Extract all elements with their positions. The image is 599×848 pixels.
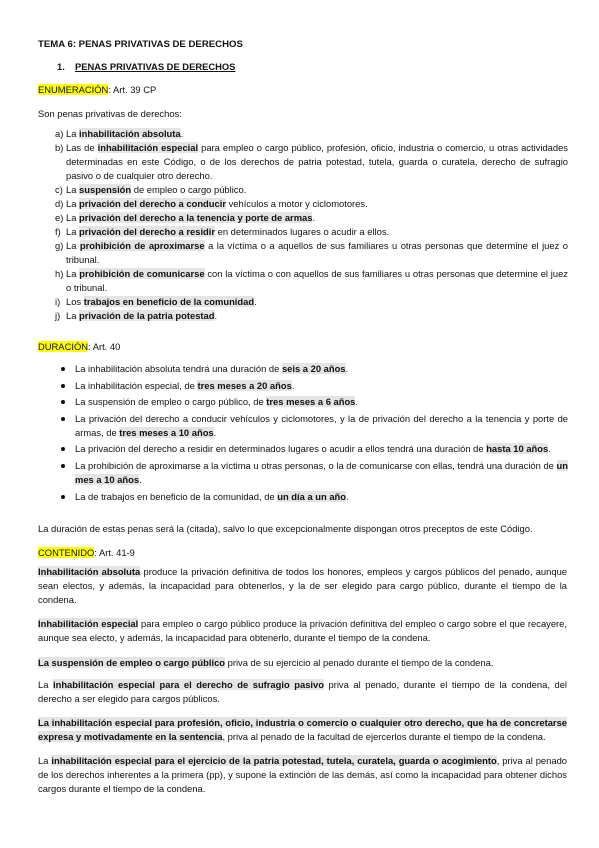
list-item-key-term: prohibición de comunicarse: [79, 268, 205, 279]
bullet-item-key-term: tres meses a 6 años: [266, 396, 356, 408]
duracion-closing: La duración de estas penas será la (citada), salvo lo que excepcionalmente dispongan otros preceptos de este Código.: [38, 523, 533, 534]
list-item-pre: La: [66, 128, 80, 139]
bullet-item-post: .: [345, 363, 349, 374]
contenido-ref: : Art. 41-9: [94, 547, 135, 558]
list-item-key-term: privación del derecho a conducir: [79, 198, 226, 209]
bullet-item: [38, 395, 568, 409]
bullet-item-pre: La de trabajos en beneficio de la comunidad, de: [75, 490, 278, 502]
list-marker: h): [55, 268, 64, 279]
list-marker: a): [55, 128, 64, 139]
bullet-item-key-term: hasta 10 años: [486, 443, 549, 455]
list-item-post: .: [180, 128, 184, 139]
bullet-item-key-term: un mes a 10 años: [75, 459, 568, 485]
list-marker: d): [55, 198, 64, 209]
contenido-paragraph: [38, 565, 567, 607]
duracion-ref: : Art. 40: [88, 341, 121, 352]
paragraph-key-term: inhabilitación especial para el derecho de sufragio pasivo: [52, 679, 324, 690]
list-item-pre: La: [66, 212, 80, 223]
document-title: TEMA 6: PENAS PRIVATIVAS DE DERECHOS: [38, 39, 243, 50]
paragraph-post: produce la privación definitiva de todos los honores, empleos y cargos públicos del penado, aunque sean electos, y además, la incapacidad para obtenerlos, y la de ser elegido para cargo público, durante el tiempo de la condena.: [38, 566, 567, 605]
bullet-item-pre: La inhabilitación especial, de: [75, 379, 198, 391]
paragraph-post: , priva al penado de los derechos inherentes a la primera (pp), y supone la extinción de las demás, así como la incapacidad para obtener dichos cargos durante el tiempo de la condena.: [38, 755, 567, 794]
list-item-pre: La: [66, 226, 80, 237]
list-item: [38, 309, 568, 323]
bullet-item-pre: La privación del derecho a residir en determinados lugares o acudir a ellos tendrá una duración de: [75, 443, 487, 455]
list-marker: b): [55, 142, 64, 153]
paragraph-key-term: La inhabilitación especial para profesión, oficio, industria o comercio o cualquier otro derecho, que ha de concretarse expresa y motivadamente en la sentencia: [38, 717, 567, 742]
bullet-item-post: .: [213, 426, 217, 438]
list-item: [38, 183, 568, 197]
list-marker: g): [55, 240, 64, 251]
bullet-item-pre: La prohibición de aproximarse a la víctima u otras personas, o la de comunicarse con ellas, tendrá una duración de: [75, 459, 557, 471]
list-item: [38, 127, 568, 141]
bullet-item-post: .: [139, 473, 142, 485]
enumeracion-label: ENUMERACIÓN: [38, 84, 109, 95]
section-number: 1.: [57, 61, 65, 72]
bullet-item: [38, 412, 568, 440]
list-item-pre: Las de: [66, 142, 98, 153]
bullet-item-key-term: un día a un año: [277, 490, 346, 502]
contenido-label: CONTENIDO: [38, 547, 95, 558]
list-item: [38, 197, 568, 211]
section-heading-text: PENAS PRIVATIVAS DE DERECHOS: [75, 61, 236, 72]
list-item-key-term: inhabilitación especial: [97, 142, 199, 153]
bullet-item-post: .: [346, 490, 349, 502]
list-item: [38, 211, 568, 225]
bullet-item-pre: La inhabilitación absoluta tendrá una duración de: [75, 363, 282, 374]
paragraph-key-term: La suspensión de empleo o cargo público: [38, 657, 226, 668]
list-marker: f): [55, 226, 61, 237]
enumeracion-ref: : Art. 39 CP: [108, 84, 157, 95]
list-item-post: .: [254, 296, 257, 307]
list-item-post: a la víctima o a aquellos de sus familiares u otras personas que determine el juez o tribunal.: [66, 240, 568, 265]
paragraph-key-term: Inhabilitación absoluta: [38, 566, 141, 577]
bullet-item-key-term: tres meses a 10 años: [119, 426, 214, 438]
list-item-key-term: privación de la patria potestad: [79, 310, 215, 321]
list-item-pre: La: [66, 184, 80, 195]
bullet-icon: [61, 464, 65, 468]
list-item: [38, 141, 568, 183]
paragraph-key-term: Inhabilitación especial: [38, 618, 139, 629]
duracion-label: DURACIÓN: [38, 341, 89, 352]
bullet-icon: [61, 367, 65, 371]
bullet-icon: [61, 495, 65, 499]
paragraph-post: , priva al penado de la facultad de ejercerlos durante el tiempo de la condena.: [222, 731, 546, 742]
bullet-icon: [61, 384, 65, 388]
list-item-key-term: prohibición de aproximarse: [79, 240, 205, 251]
list-item-post: .: [312, 212, 316, 223]
list-item-post: vehículos a motor y ciclomotores.: [225, 198, 368, 209]
bullet-item: [38, 362, 568, 376]
contenido-paragraph: [38, 716, 567, 744]
list-item-post: .: [214, 310, 218, 321]
list-marker: j): [55, 310, 61, 321]
bullet-item-pre: La privación del derecho a conducir vehículos y ciclomotores, y la de privación del derecho a la tenencia y porte de armas, de: [75, 412, 568, 438]
list-item-key-term: suspensión: [79, 184, 132, 195]
list-item-pre: Los: [66, 296, 84, 307]
list-marker: i): [55, 296, 61, 307]
list-item-pre: La: [66, 268, 80, 279]
contenido-paragraph: [38, 678, 567, 706]
list-item-pre: La: [66, 198, 80, 209]
list-item-pre: La: [66, 240, 80, 251]
enumeracion-intro: Son penas privativas de derechos:: [38, 108, 182, 119]
list-item-post: para empleo o cargo público, profesión, oficio, industria o comercio, u otras actividades determinadas en este Código, o de los derechos de patria potestad, tutela, guarda o curatela, derecho de sufragio pasivo o de cualquier otro derecho.: [66, 142, 568, 181]
list-item-key-term: inhabilitación absoluta: [79, 128, 181, 139]
list-item-key-term: privación del derecho a la tenencia y porte de armas: [79, 212, 313, 223]
list-item-pre: La: [66, 310, 80, 321]
bullet-icon: [61, 447, 65, 451]
bullet-item-pre: La suspensión de empleo o cargo público, de: [75, 396, 267, 408]
bullet-item: [38, 459, 568, 487]
section-heading: [57, 60, 235, 74]
bullet-icon: [61, 400, 65, 404]
paragraph-pre: La: [38, 679, 53, 690]
contenido-paragraph: [38, 754, 567, 796]
bullet-item-key-term: seis a 20 años: [281, 363, 346, 374]
bullet-item-key-term: tres meses a 20 años: [197, 379, 292, 391]
bullet-item-post: .: [548, 443, 551, 455]
duracion-list: [38, 362, 568, 506]
paragraph-key-term: inhabilitación especial para el ejercicio de la patria potestad, tutela, curatela, guarda o acogimiento: [51, 755, 497, 766]
contenido-label-line: [38, 546, 135, 560]
bullet-item-post: .: [355, 396, 359, 408]
list-item-post: con la víctima o con aquellos de sus familiares u otras personas que determine el juez o tribunal.: [66, 268, 568, 293]
contenido-paragraph: [38, 656, 567, 670]
bullet-icon: [61, 417, 65, 421]
list-item-post: en determinados lugares o acudir a ellos.: [215, 226, 390, 237]
paragraph-pre: La: [38, 755, 52, 766]
duracion-label-line: [38, 340, 120, 354]
list-item: [38, 239, 568, 267]
list-marker: e): [55, 212, 64, 223]
bullet-item: [38, 490, 568, 504]
list-item: [38, 267, 568, 295]
paragraph-post: priva de su ejercicio al penado durante el tiempo de la condena.: [225, 657, 494, 668]
list-marker: c): [55, 184, 63, 195]
list-item: [38, 225, 568, 239]
list-item-post: de empleo o cargo público.: [131, 184, 247, 195]
list-item-key-term: trabajos en beneficio de la comunidad: [83, 296, 255, 307]
paragraph-post: priva al penado, durante el tiempo de la condena, del derecho a ser elegido para cargos públicos.: [38, 679, 567, 704]
contenido-paragraph: [38, 617, 567, 645]
enumeracion-label-line: [38, 83, 156, 97]
paragraph-post: para empleo o cargo público produce la privación definitiva del empleo o cargo sobre el que recayere, aunque sea electo, y además, la incapacidad para obtenerlo, durante el tiempo de la condena.: [38, 618, 568, 643]
list-item-key-term: privación del derecho a residir: [79, 226, 216, 237]
bullet-item: [38, 442, 568, 456]
bullet-item-post: .: [291, 379, 295, 391]
bullet-item: [38, 379, 568, 393]
list-item: [38, 295, 568, 309]
enumeracion-list: [38, 127, 568, 323]
